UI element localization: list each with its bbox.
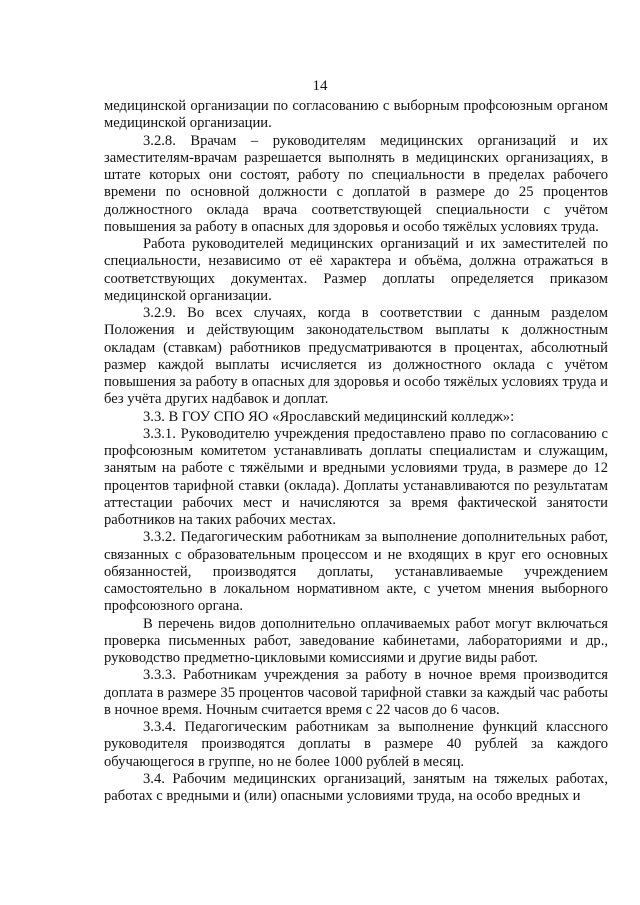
paragraph-p-cont: медицинской организации по согласованию с выборным профсоюзным органом медицинской организации. <box>104 98 608 132</box>
paragraph-p-328: 3.2.8. Врачам – руководителям медицинских организаций и их заместителям-врачам разрешается выполнять в медицинских организациях, в штате которых они состоят, работу по специальности в пределах рабочего времени по основной должности с доплатой в размере до 25 процентов должностного оклада врача соответствующей специальности с учётом повышения за работу в опасных для здоровья и особо тяжёлых условиях труда. <box>104 132 608 235</box>
paragraph-p-34: 3.4. Рабочим медицинских организаций, занятым на тяжелых работах, работах с вредными и (или) опасными условиями труда, на особо вредных и <box>104 770 608 804</box>
paragraph-p-33: 3.3. В ГОУ СПО ЯО «Ярославский медицинский колледж»: <box>143 408 515 425</box>
paragraph-p-333: 3.3.3. Работникам учреждения за работу в ночное время производится доплата в размере 35 процентов часовой тарифной ставки за каждый час работы в ночное время. Ночным считается время с 22 часов до 6 часов. <box>104 667 608 718</box>
paragraph-p-329: 3.2.9. Во всех случаях, когда в соответствии с данным разделом Положения и действующим законодательством выплаты к должностным окладам (ставкам) работников предусматриваются в процентах, абсолютный размер каждой выплаты исчисляется из должностного оклада с учётом повышения за работу в опасных для здоровья и особо тяжёлых условиях труда и без учёта других надбавок и доплат. <box>104 305 608 408</box>
paragraph-p-perechen: В перечень видов дополнительно оплачиваемых работ могут включаться проверка письменных работ, заведование кабинетами, лабораториями и др., руководство предметно-цикловыми комиссиями и другие виды работ. <box>104 615 608 666</box>
page-number: 14 <box>312 78 328 94</box>
document-body <box>104 98 608 805</box>
paragraph-p-rabota: Работа руководителей медицинских организаций и их заместителей по специальности, независимо от её характера и объёма, должна отражаться в соответствующих документах. Размер доплаты определяется приказом медицинской организации. <box>104 236 608 304</box>
paragraph-p-331: 3.3.1. Руководителю учреждения предоставлено право по согласованию с профсоюзным комитетом устанавливать доплаты специалистам и служащим, занятым на работе с тяжёлыми и вредными условиями труда, в размере до 12 процентов тарифной ставки (оклада). Доплаты устанавливаются по результатам аттестации рабочих мест и начисляются за время фактической занятости работников на таких рабочих местах. <box>104 425 608 528</box>
paragraph-p-332: 3.3.2. Педагогическим работникам за выполнение дополнительных работ, связанных с образовательным процессом и не входящих в круг его основных обязанностей, производятся доплаты, устанавливаемые учреждением самостоятельно в локальном нормативном акте, с учетом мнения выборного профсоюзного органа. <box>104 529 608 615</box>
paragraph-p-334: 3.3.4. Педагогическим работникам за выполнение функций классного руководителя производятся доплаты в размере 40 рублей за каждого обучающегося в группе, но не более 1000 рублей в месяц. <box>104 719 608 770</box>
